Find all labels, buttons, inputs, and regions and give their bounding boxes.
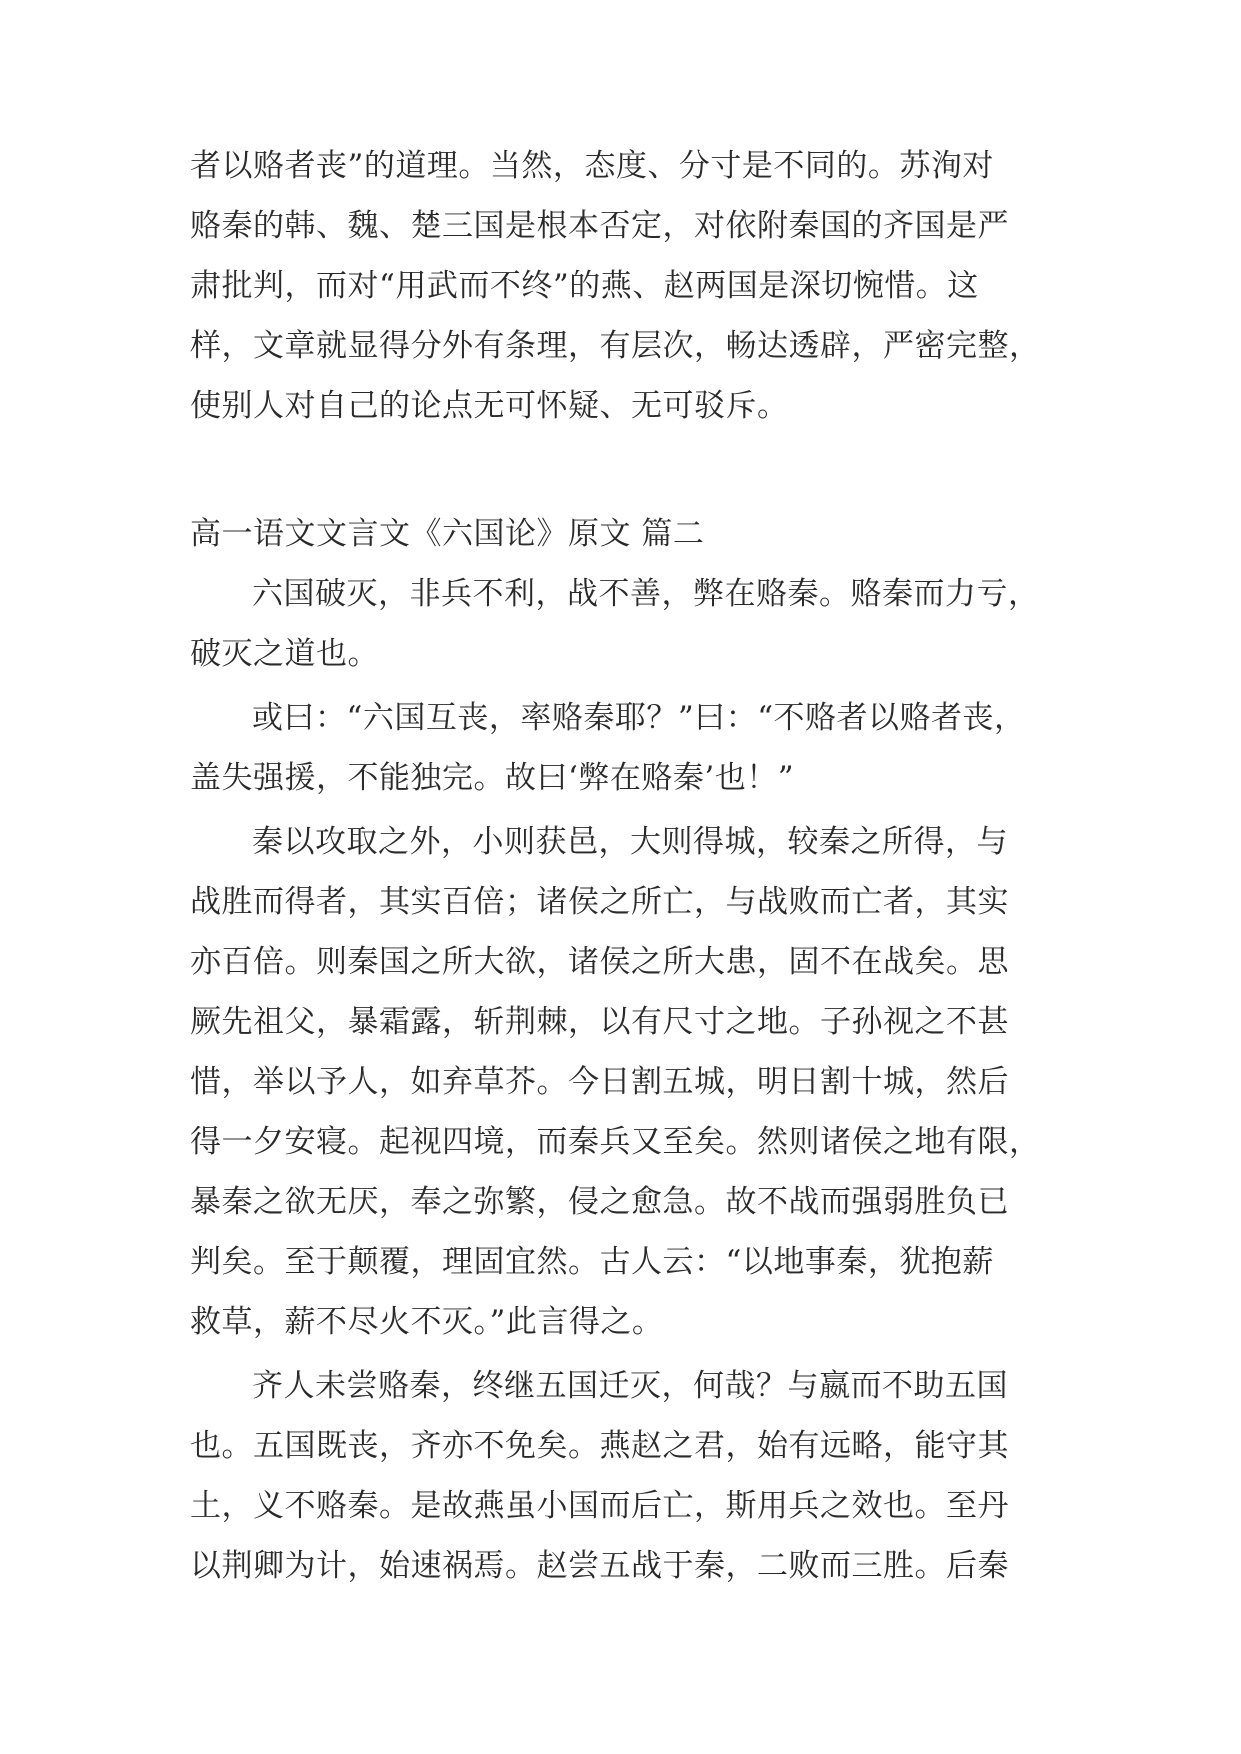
paragraph-line: 破灭之道也。 — [190, 636, 379, 672]
paragraph-line: 厥先祖父，暴霜露，斩荆棘，以有尺寸之地。子孙视之不甚 — [190, 1004, 1009, 1040]
paragraph-line: 战胜而得者，其实百倍；诸侯之所亡，与战败而亡者，其实 — [190, 884, 1009, 920]
intro-line: 样，文章就显得分外有条理，有层次，畅达透辟，严密完整， — [190, 328, 1041, 364]
paragraph-line: 判矣。至于颠覆，理固宜然。古人云：“以地事秦，犹抱薪 — [190, 1244, 994, 1280]
paragraph-line: 秦以攻取之外，小则获邑，大则得城，较秦之所得，与 — [252, 824, 1008, 860]
paragraph-line: 惜，举以予人，如弃草芥。今日割五城，明日割十城，然后 — [190, 1064, 1009, 1100]
intro-line: 赂秦的韩、魏、楚三国是根本否定，对依附秦国的齐国是严 — [190, 208, 1009, 244]
intro-line: 者以赂者丧”的道理。当然，态度、分寸是不同的。苏洵对 — [190, 148, 994, 184]
intro-line: 肃批判，而对“用武而不终”的燕、赵两国是深切惋惜。这 — [190, 268, 979, 304]
paragraph-line: 盖失强援，不能独完。故曰‘弊在赂秦’也！” — [190, 760, 795, 796]
paragraph-line: 得一夕安寝。起视四境，而秦兵又至矣。然则诸侯之地有限， — [190, 1124, 1041, 1160]
paragraph-line: 齐人未尝赂秦，终继五国迁灭，何哉？与嬴而不助五国 — [252, 1368, 1008, 1404]
paragraph-line: 也。五国既丧，齐亦不免矣。燕赵之君，始有远略，能守其 — [190, 1428, 1009, 1464]
intro-line: 使别人对自己的论点无可怀疑、无可驳斥。 — [190, 388, 789, 424]
section-heading: 高一语文文言文《六国论》原文 篇二 — [190, 516, 705, 552]
paragraph-line: 救草，薪不尽火不灭。”此言得之。 — [190, 1304, 664, 1340]
paragraph-line: 以荆卿为计，始速祸焉。赵尝五战于秦，二败而三胜。后秦 — [190, 1548, 1009, 1584]
paragraph-line: 六国破灭，非兵不利，战不善，弊在赂秦。赂秦而力亏， — [252, 576, 1040, 612]
paragraph-line: 土，义不赂秦。是故燕虽小国而后亡，斯用兵之效也。至丹 — [190, 1488, 1009, 1524]
paragraph-line: 暴秦之欲无厌，奉之弥繁，侵之愈急。故不战而强弱胜负已 — [190, 1184, 1009, 1220]
paragraph-line: 或曰：“六国互丧，率赂秦耶？”曰：“不赂者以赂者丧， — [252, 700, 1026, 736]
paragraph-line: 亦百倍。则秦国之所大欲，诸侯之所大患，固不在战矣。思 — [190, 944, 1009, 980]
